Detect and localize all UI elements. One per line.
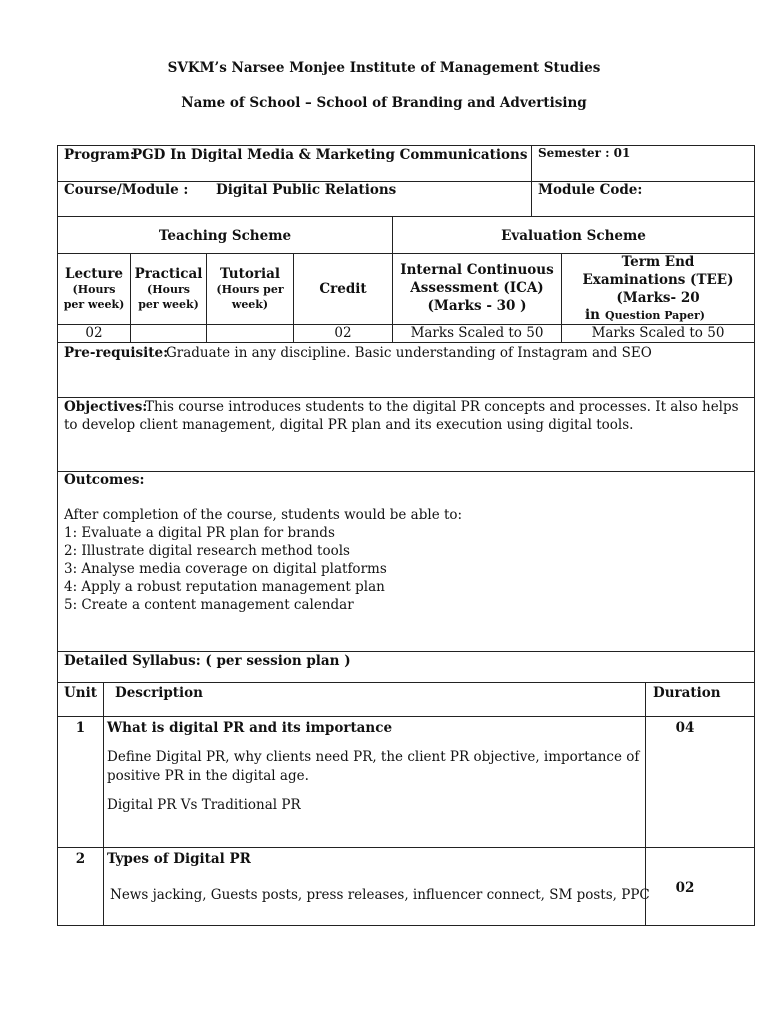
outcomes-intro: After completion of the course, students would be able to: [64,507,463,523]
objectives-line2: to develop client management, digital PR plan and its execution using digital tools. [64,417,634,433]
practical-subheader: (Hours per week) [138,283,199,311]
unit-header: Unit [64,685,97,701]
unit2-body: News jacking, Guests posts, press releases, influencer connect, SM posts, PPC [110,887,650,903]
unit2-title: Types of Digital PR [107,851,251,867]
tutorial-subheader: (Hours per week) [216,283,284,311]
lecture-subheader: (Hours per week) [63,283,125,311]
outcomes-label: Outcomes: [64,472,145,488]
unit2-duration: 02 [675,880,695,896]
tutorial-header: Tutorial [220,266,280,282]
tee-header-line3: (Marks- 20 [616,290,700,306]
practical-header: Practical [134,266,203,282]
unit1-body2: Digital PR Vs Traditional PR [107,797,301,813]
practical-value-cell [130,324,207,343]
tee-header-line2: Examinations (TEE) [582,272,734,288]
module-label: Course/Module : [64,182,189,198]
outcome-item: 5: Create a content management calendar [64,597,354,613]
unit1-body-line1: Define Digital PR, why clients need PR, the client PR objective, importance of [107,749,640,765]
teaching-scheme-label: Teaching Scheme [158,228,292,244]
description-header: Description [115,685,203,701]
tutorial-value-cell [206,324,294,343]
tee-header-line4a: in [585,307,600,323]
unit2-number: 2 [75,851,86,867]
outcome-item: 3: Analyse media coverage on digital platforms [64,561,387,577]
evaluation-scheme-label: Evaluation Scheme [501,228,646,244]
unit1-duration: 04 [675,720,695,736]
prerequisite-label: Pre-requisite: [64,345,169,361]
tee-header-line1: Term End [621,254,695,270]
prerequisite-text: Graduate in any discipline. Basic understanding of Instagram and SEO [166,345,652,361]
ica-header-line3: (Marks - 30 ) [427,298,527,314]
tee-header-line4b: Question Paper) [605,309,705,322]
school-title: Name of School – School of Branding and Advertising [181,95,587,111]
outcome-item: 1: Evaluate a digital PR plan for brands [64,525,335,541]
module-value: Digital Public Relations [216,182,397,198]
unit1-title: What is digital PR and its importance [107,720,393,736]
objectives-label: Objectives: [64,399,148,415]
outcome-item: 4: Apply a robust reputation management plan [64,579,385,595]
unit1-body-line2: positive PR in the digital age. [107,768,309,784]
lecture-value: 02 [85,325,103,341]
module-code-label: Module Code: [538,182,643,198]
credit-header: Credit [319,281,367,297]
program-value: PGD In Digital Media & Marketing Communications [132,147,528,163]
semester-label: Semester : 01 [538,146,631,160]
objectives-line1: This course introduces students to the digital PR concepts and processes. It also helps [145,399,739,415]
lecture-header: Lecture [64,266,124,282]
ica-header-line2: Assessment (ICA) [410,280,544,296]
ica-header-line1: Internal Continuous [400,262,554,278]
tee-value: Marks Scaled to 50 [591,325,725,341]
institute-title: SVKM’s Narsee Monjee Institute of Management Studies [167,60,601,76]
duration-header: Duration [653,685,721,701]
syllabus-label: Detailed Syllabus: ( per session plan ) [64,653,351,669]
outcome-item: 2: Illustrate digital research method tools [64,543,350,559]
program-label: Program: [64,147,135,163]
ica-value: Marks Scaled to 50 [410,325,544,341]
credit-value: 02 [334,325,352,341]
unit1-number: 1 [75,720,86,736]
